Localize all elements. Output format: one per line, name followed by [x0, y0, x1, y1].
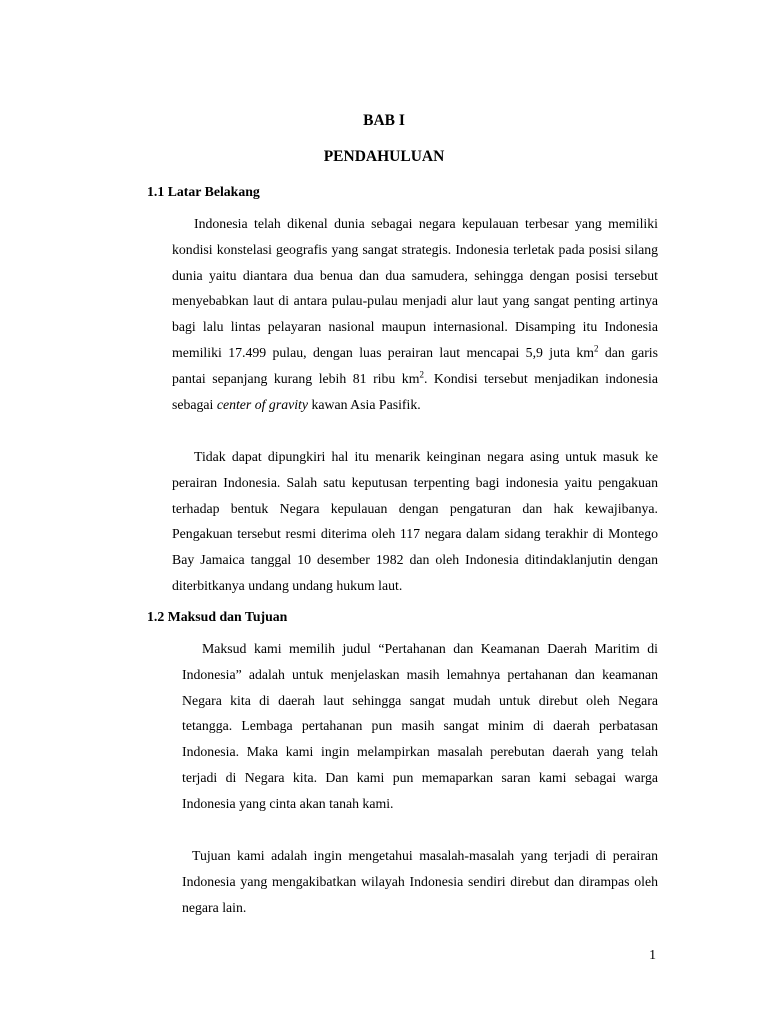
paragraph-text: Maksud kami memilih judul “Pertahanan dan Keamanan Daerah Maritim di Indonesia” adalah untuk menjelaskan masih lemahnya pertahanan dan keamanan Negara kita di daerah laut sehingga sangat mudah untuk direbut oleh Negara tetangga. Lembaga pertahanan pun masih sangat minim di daerah perbatasan Indonesia. Maka kami ingin melampirkan masalah perebutan daerah yang telah terjadi di Negara kita. Dan kami pun memaparkan saran kami sebagai warga Indonesia yang cinta akan tanah kami. — [182, 641, 658, 811]
paragraph-text: Indonesia telah dikenal dunia sebagai negara kepulauan terbesar yang memiliki kondisi konstelasi geografis yang sangat strategis. Indonesia terletak pada posisi silang dunia yaitu diantara dua benua dan dua samudera, sehingga dengan posisi tersebut menyebabkan laut di antara pulau-pulau menjadi alur laut yang sangat penting artinya bagi lalu lintas pelayaran nasional maupun internasional. Disamping itu Indonesia memiliki 17.499 pulau, dengan luas perairan laut mencapai 5,9 juta km — [172, 216, 658, 360]
chapter-number: BAB I — [363, 112, 405, 129]
superscript: 2 — [594, 343, 599, 354]
paragraph-text: . Kondisi tersebut menjadikan indonesia sebagai — [172, 370, 658, 412]
paragraph-latar-belakang-2 — [172, 444, 658, 599]
paragraph-maksud — [182, 636, 658, 817]
page-number: 1 — [649, 947, 656, 962]
paragraph-text: dan garis pantai sepanjang kurang lebih 81 ribu km — [172, 344, 658, 386]
superscript: 2 — [419, 369, 424, 380]
section-heading-maksud-tujuan: 1.2 Maksud dan Tujuan — [147, 609, 288, 624]
italic-term: center of gravity — [216, 396, 309, 412]
paragraph-text: Tidak dapat dipungkiri hal itu menarik keinginan negara asing untuk masuk ke perairan Indonesia. Salah satu keputusan terpenting bagi indonesia yaitu pengakuan terhadap bentuk Negara kepulauan dengan pengaturan dan hak kewajibanya. Pengakuan tersebut resmi diterima oleh 117 negara dalam sidang terakhir di Montego Bay Jamaica tanggal 10 desember 1982 dan oleh Indonesia ditindaklanjutin dengan diterbitkanya undang undang hukum laut. — [172, 449, 658, 593]
paragraph-latar-belakang-1 — [172, 211, 658, 417]
section-heading-latar-belakang: 1.1 Latar Belakang — [147, 184, 260, 199]
paragraph-text: kawan Asia Pasifik. — [308, 396, 421, 412]
paragraph-text: Tujuan kami adalah ingin mengetahui masalah-masalah yang terjadi di perairan Indonesia yang mengakibatkan wilayah Indonesia sendiri direbut dan dirampas oleh negara lain. — [182, 848, 658, 915]
paragraph-tujuan — [182, 843, 658, 920]
chapter-title: PENDAHULUAN — [323, 148, 445, 165]
